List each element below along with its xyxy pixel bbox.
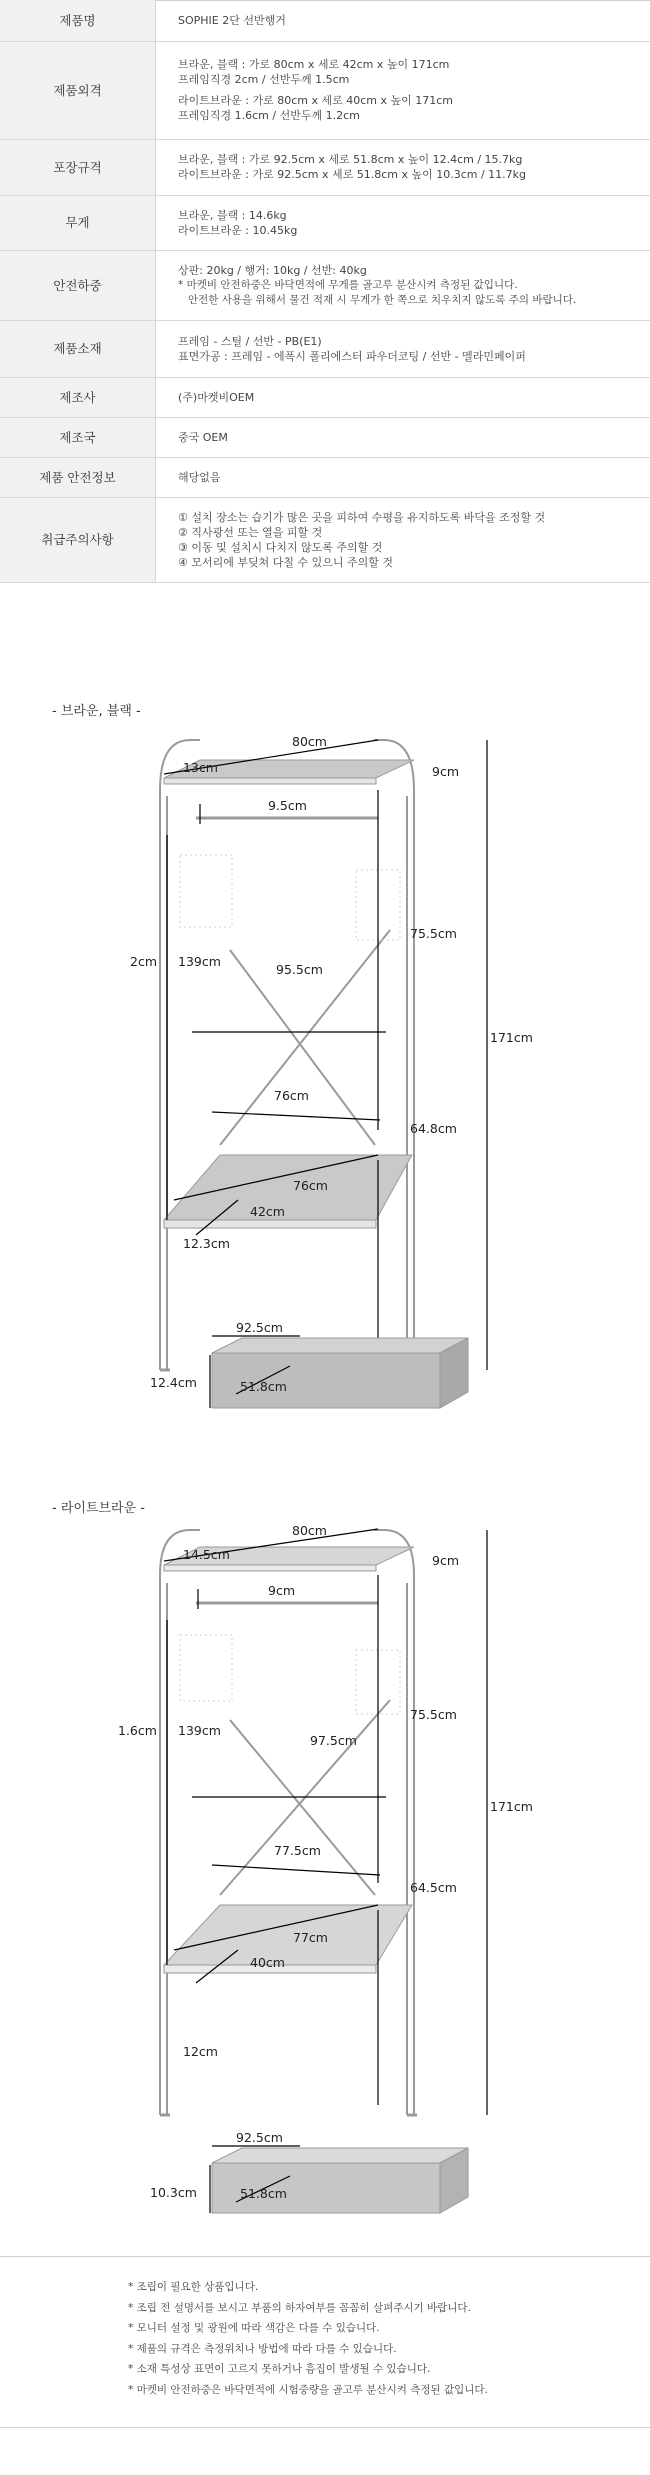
spec-value [156,320,650,377]
dim-right-upper: 75.5cm [410,1707,457,1722]
package-box-light-brown [0,2130,650,2240]
dim-shelf-depth: 40cm [250,1955,285,1970]
dim-frame-diameter: 2cm [130,954,158,969]
box-dim-height: 12.4cm [150,1375,197,1390]
dim-cross: 95.5cm [276,962,323,977]
spec-row-name [0,0,650,41]
dim-frame-diameter: 1.6cm [118,1723,157,1738]
box-top [212,1338,468,1353]
spec-label: 무게 [0,195,156,250]
package-box-brown-black [0,1320,650,1430]
spec-value [156,139,650,195]
bottom-shelf [164,1155,412,1220]
dim-mid-width: 76cm [274,1088,309,1103]
spec-line: 상판: 20kg / 행거: 10kg / 선반: 40kg [178,263,367,277]
section-title-light-brown: - 라이트브라운 - [52,1501,145,1516]
spec-line: 해당없음 [178,470,221,484]
top-shelf-edge [164,1565,376,1571]
spec-line: 라이트브라운 : 10.45kg [178,223,298,237]
spec-line: 프레임직경 2cm / 선반두께 1.5cm [178,73,350,86]
spec-row-safety [0,457,650,497]
spec-line: 브라운, 블랙 : 가로 80cm x 세로 42cm x 높이 171cm [178,58,450,71]
box-top [212,2148,468,2163]
spec-line: 중국 OEM [178,430,228,444]
spec-line: 프레임직경 1.6cm / 선반두께 1.2cm [178,109,360,122]
box-dim-width: 92.5cm [236,1320,283,1335]
spec-label: 제품외격 [0,41,156,139]
spec-row-caution [0,497,650,582]
spec-row-material [0,320,650,377]
dim-shelf-width: 77cm [293,1930,328,1945]
left-mesh-panel [180,855,232,927]
dim-total-height: 171cm [490,1030,533,1045]
spec-table [0,0,650,583]
dim-cross: 97.5cm [310,1733,357,1748]
spec-line: 안전한 사용을 위해서 물건 적재 시 무게가 한 쪽으로 치우치지 않도록 주의 바랍니다. [188,293,577,306]
spec-label: 취급주의사항 [0,497,156,582]
dim-top-left: 13cm [183,760,218,775]
spec-label: 제품명 [0,0,156,41]
spec-row-dimensions [0,41,650,139]
dim-rail-drop: 9.5cm [268,798,307,813]
box-dim-depth: 51.8cm [240,1379,287,1394]
spec-line: 브라운, 블랙 : 14.6kg [178,208,287,222]
spec-value [156,377,650,417]
shelf-diagram-light-brown [0,1495,650,2135]
box-dim-width: 92.5cm [236,2130,283,2145]
dim-left-height: 139cm [178,954,221,969]
section-title-brown-black: - 브라운, 블랙 - [52,704,141,719]
spec-line: 라이트브라운 : 가로 92.5cm x 세로 51.8cm x 높이 10.3cm / 11.7kg [178,168,527,181]
dim-right-upper: 75.5cm [410,926,457,941]
spec-line: ④ 모서리에 부딪쳐 다칠 수 있으니 주의할 것 [178,555,393,569]
spec-row-manufacturer [0,377,650,417]
spec-value [156,195,650,250]
spec-line: ① 설치 장소는 습기가 많은 곳을 피하여 수평을 유지하도록 바닥을 조정할 것 [178,510,546,524]
spec-line: * 마켓비 안전하중은 바닥면적에 무게를 골고루 분산시켜 측정된 값입니다. [178,278,518,291]
box-dim-depth: 51.8cm [240,2186,287,2201]
dim-top-right: 9cm [432,764,460,779]
bottom-shelf-edge [164,1220,376,1228]
spec-row-load [0,250,650,320]
spec-label: 안전하중 [0,250,156,320]
note-item: * 마켓비 안전하중은 바닥면적에 시험중량을 골고루 분산시켜 측정된 값입니다. [128,2383,488,2396]
spec-value [156,457,650,497]
dim-right-lower: 64.5cm [410,1880,457,1895]
shelf-diagram-brown-black [0,700,650,1410]
spec-value [156,417,650,457]
spec-label: 제조국 [0,417,156,457]
dim-total-height: 171cm [490,1799,533,1814]
spec-label: 포장규격 [0,139,156,195]
dim-shelf-depth: 42cm [250,1204,285,1219]
spec-label: 제조사 [0,377,156,417]
spec-line: 라이트브라운 : 가로 80cm x 세로 40cm x 높이 171cm [178,94,453,107]
spec-line: SOPHIE 2단 선반행거 [178,13,286,27]
dim-right-lower: 64.8cm [410,1121,457,1136]
dim-shelf-width: 76cm [293,1178,328,1193]
dim-top-left: 14.5cm [183,1547,230,1562]
top-shelf-edge [164,778,376,784]
dim-left-height: 139cm [178,1723,221,1738]
spec-value [156,0,650,41]
notes-list [0,2257,650,2400]
dim-bottom-gap: 12.3cm [183,1236,230,1251]
left-mesh-panel [180,1635,232,1701]
spec-row-weight [0,195,650,250]
spec-value [156,497,650,582]
dim-bottom-gap: 12cm [183,2044,218,2059]
note-item: * 조립이 필요한 상품입니다. [128,2281,259,2293]
note-item: * 제품의 규격은 측정위치나 방법에 따라 다를 수 있습니다. [128,2342,397,2355]
spec-label: 제품소재 [0,320,156,377]
note-item: * 소재 특성상 표면이 고르지 못하거나 흠집이 발생될 수 있습니다. [128,2363,431,2375]
spec-line: 브라운, 블랙 : 가로 92.5cm x 세로 51.8cm x 높이 12.4cm / 15.7kg [178,153,523,166]
dim-top-width: 80cm [292,1523,327,1538]
spec-value [156,41,650,139]
spec-line: ③ 이동 및 설치시 다치지 않도록 주의할 것 [178,540,383,554]
dim-line-mid-width [212,1112,380,1120]
dim-rail-drop: 9cm [268,1583,296,1598]
bottom-shelf [164,1905,412,1965]
note-item: * 조립 전 설명서를 보시고 부품의 하자여부를 꼼꼼히 살펴주시기 바랍니다. [128,2301,471,2314]
spec-line: 표면가공 : 프레임 - 에폭시 폴리에스터 파우더코팅 / 선반 - 멜라민페이퍼 [178,349,526,363]
spec-row-origin [0,417,650,457]
spec-line: (주)마켓비OEM [178,390,255,404]
spec-line: 프레임 - 스틸 / 선반 - PB(E1) [178,334,322,348]
dim-mid-width: 77.5cm [274,1843,321,1858]
box-dim-height: 10.3cm [150,2185,197,2200]
spec-row-package [0,139,650,195]
spec-value [156,250,650,320]
spec-label: 제품 안전정보 [0,457,156,497]
dim-top-right: 9cm [432,1553,460,1568]
notes-box [0,2256,650,2428]
spec-line: ② 직사광선 또는 열을 피할 것 [178,525,323,539]
note-item: * 모니터 설정 및 광원에 따라 색감은 다를 수 있습니다. [128,2322,380,2334]
dim-top-width: 80cm [292,734,327,749]
